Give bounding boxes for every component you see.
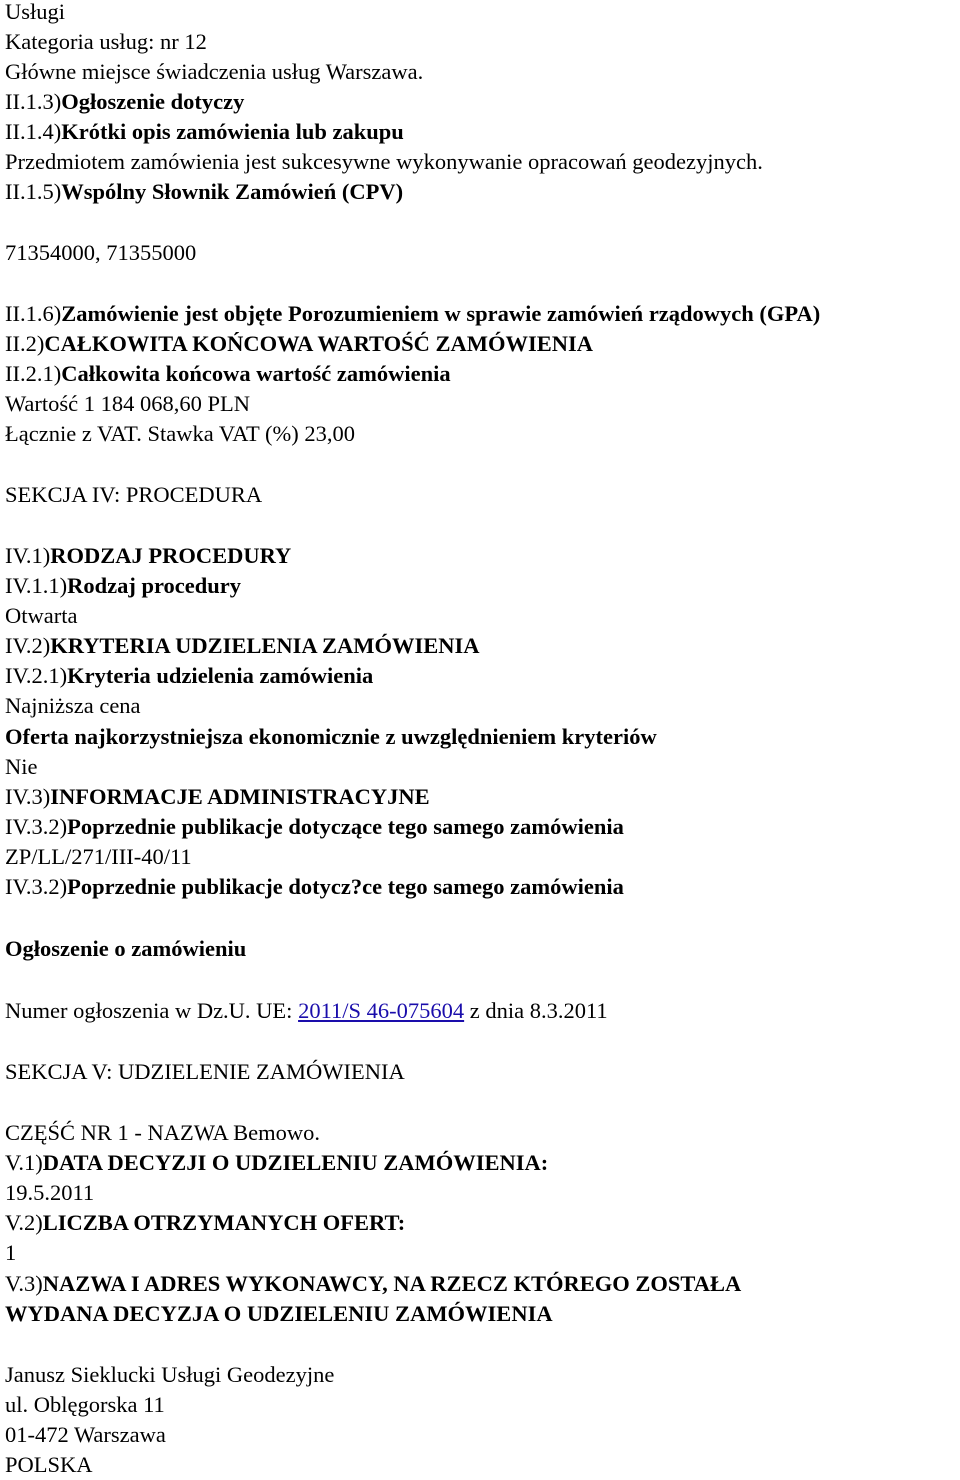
line-part-1: [5, 1118, 320, 1148]
text: 01-472 Warszawa: [5, 1422, 166, 1447]
section-number: II.2.1): [5, 361, 62, 386]
line-IV-3-2-repeat: [5, 872, 624, 902]
text: SEKCJA V: UDZIELENIE ZAMÓWIENIA: [5, 1059, 405, 1084]
text: 19.5.2011: [5, 1180, 95, 1205]
section-heading: Krótki opis zamówienia lub zakupu: [61, 119, 404, 144]
line-V-1: [5, 1148, 548, 1178]
text: POLSKA: [5, 1452, 93, 1477]
section-heading: INFORMACJE ADMINISTRACYJNE: [50, 784, 430, 809]
section-number: V.3): [5, 1271, 43, 1296]
line-contract-notice: [5, 934, 246, 964]
text: Numer ogłoszenia w Dz.U. UE:: [5, 998, 299, 1023]
section-heading: WYDANA DECYZJA O UDZIELENIU ZAMÓWIENIA: [5, 1301, 553, 1326]
line-IV-2: [5, 631, 480, 661]
section-number: II.1.4): [5, 119, 62, 144]
section-number: IV.3): [5, 784, 51, 809]
text: Najniższa cena: [5, 693, 141, 718]
text: Wartość 1 184 068,60 PLN: [5, 391, 251, 416]
section-heading: Kryteria udzielenia zamówienia: [67, 663, 374, 688]
line-IV-3-2: [5, 812, 624, 842]
section-number: V.2): [5, 1210, 43, 1235]
section-heading: Zamówienie jest objęte Porozumieniem w sprawie zamówień rządowych (GPA): [61, 301, 821, 326]
section-heading: Ogłoszenie dotyczy: [61, 89, 245, 114]
section-heading: Rodzaj procedury: [67, 573, 242, 598]
section-number: II.1.5): [5, 179, 62, 204]
section-heading: KRYTERIA UDZIELENIA ZAMÓWIENIA: [50, 633, 480, 658]
line-services: [5, 0, 65, 27]
section-heading: Poprzednie publikacje dotycz?ce tego samego zamówienia: [67, 874, 624, 899]
text: Łącznie z VAT. Stawka VAT (%) 23,00: [5, 421, 355, 446]
text: ZP/LL/271/III-40/11: [5, 844, 192, 869]
line-II-2-1: [5, 359, 451, 389]
line-section-iv: [5, 480, 262, 510]
section-number: IV.1): [5, 543, 51, 568]
line-II-1-5: [5, 177, 403, 207]
text: 71354000, 71355000: [5, 240, 197, 265]
text: CZĘŚĆ NR 1 - NAZWA Bemowo.: [5, 1120, 320, 1145]
notice-number-link[interactable]: 2011/S 46-075604: [298, 998, 465, 1023]
section-number: II.1.3): [5, 89, 62, 114]
section-heading: Wspólny Słownik Zamówień (CPV): [61, 179, 404, 204]
text: z dnia 8.3.2011: [464, 998, 608, 1023]
line-vat: [5, 419, 355, 449]
line-best-offer: [5, 722, 657, 752]
text: SEKCJA IV: PROCEDURA: [5, 482, 263, 507]
section-heading: Oferta najkorzystniejsza ekonomicznie z uwzględnieniem kryteriów: [5, 724, 657, 749]
line-reference: [5, 842, 192, 872]
line-II-1-6: [5, 299, 820, 329]
line-offers-count: [5, 1238, 16, 1268]
section-heading: Ogłoszenie o zamówieniu: [5, 936, 247, 961]
line-lowest-price: [5, 691, 141, 721]
section-heading: DATA DECYZJI O UDZIELENIU ZAMÓWIENIA:: [42, 1150, 549, 1175]
line-V-2: [5, 1208, 405, 1238]
section-heading: NAZWA I ADRES WYKONAWCY, NA RZECZ KTÓREGO ZOSTAŁA: [42, 1271, 742, 1296]
line-place: [5, 57, 423, 87]
line-notice-number: [5, 996, 608, 1026]
section-heading: LICZBA OTRZYMANYCH OFERT:: [42, 1210, 406, 1235]
line-city: [5, 1420, 166, 1450]
line-open: [5, 601, 77, 631]
section-number: IV.3.2): [5, 874, 68, 899]
section-heading: CAŁKOWITA KOŃCOWA WARTOŚĆ ZAMÓWIENIA: [44, 331, 594, 356]
line-II-1-4: [5, 117, 404, 147]
line-II-1-3: [5, 87, 244, 117]
section-number: II.1.6): [5, 301, 62, 326]
line-country: [5, 1450, 93, 1480]
line-II-2: [5, 329, 593, 359]
line-section-v: [5, 1057, 405, 1087]
text: Janusz Sieklucki Usługi Geodezyjne: [5, 1362, 335, 1387]
section-number: IV.1.1): [5, 573, 68, 598]
line-IV-3: [5, 782, 430, 812]
text: Usługi: [5, 0, 66, 24]
section-number: V.1): [5, 1150, 43, 1175]
line-V-3: [5, 1269, 741, 1299]
line-value: [5, 389, 250, 419]
text: Otwarta: [5, 603, 78, 628]
line-IV-2-1: [5, 661, 373, 691]
section-number: IV.2.1): [5, 663, 68, 688]
text: Przedmiotem zamówienia jest sukcesywne wykonywanie opracowań geodezyjnych.: [5, 149, 763, 174]
section-heading: Poprzednie publikacje dotyczące tego samego zamówienia: [67, 814, 624, 839]
text: Kategoria usług: nr 12: [5, 29, 207, 54]
text: Nie: [5, 754, 38, 779]
text: ul. Oblęgorska 11: [5, 1392, 165, 1417]
line-contractor-name: [5, 1360, 334, 1390]
text: Główne miejsce świadczenia usług Warszawa.: [5, 59, 424, 84]
line-street: [5, 1390, 165, 1420]
section-heading: Całkowita końcowa wartość zamówienia: [61, 361, 451, 386]
section-number: IV.2): [5, 633, 51, 658]
line-V-3-cont: [5, 1299, 553, 1329]
line-description: [5, 147, 763, 177]
line-cpv-codes: [5, 238, 196, 268]
line-decision-date: [5, 1178, 94, 1208]
line-no: [5, 752, 38, 782]
section-heading: RODZAJ PROCEDURY: [50, 543, 292, 568]
line-IV-1-1: [5, 571, 241, 601]
section-number: IV.3.2): [5, 814, 68, 839]
text: 1: [5, 1240, 17, 1265]
section-number: II.2): [5, 331, 45, 356]
line-category: [5, 27, 207, 57]
line-IV-1: [5, 541, 291, 571]
